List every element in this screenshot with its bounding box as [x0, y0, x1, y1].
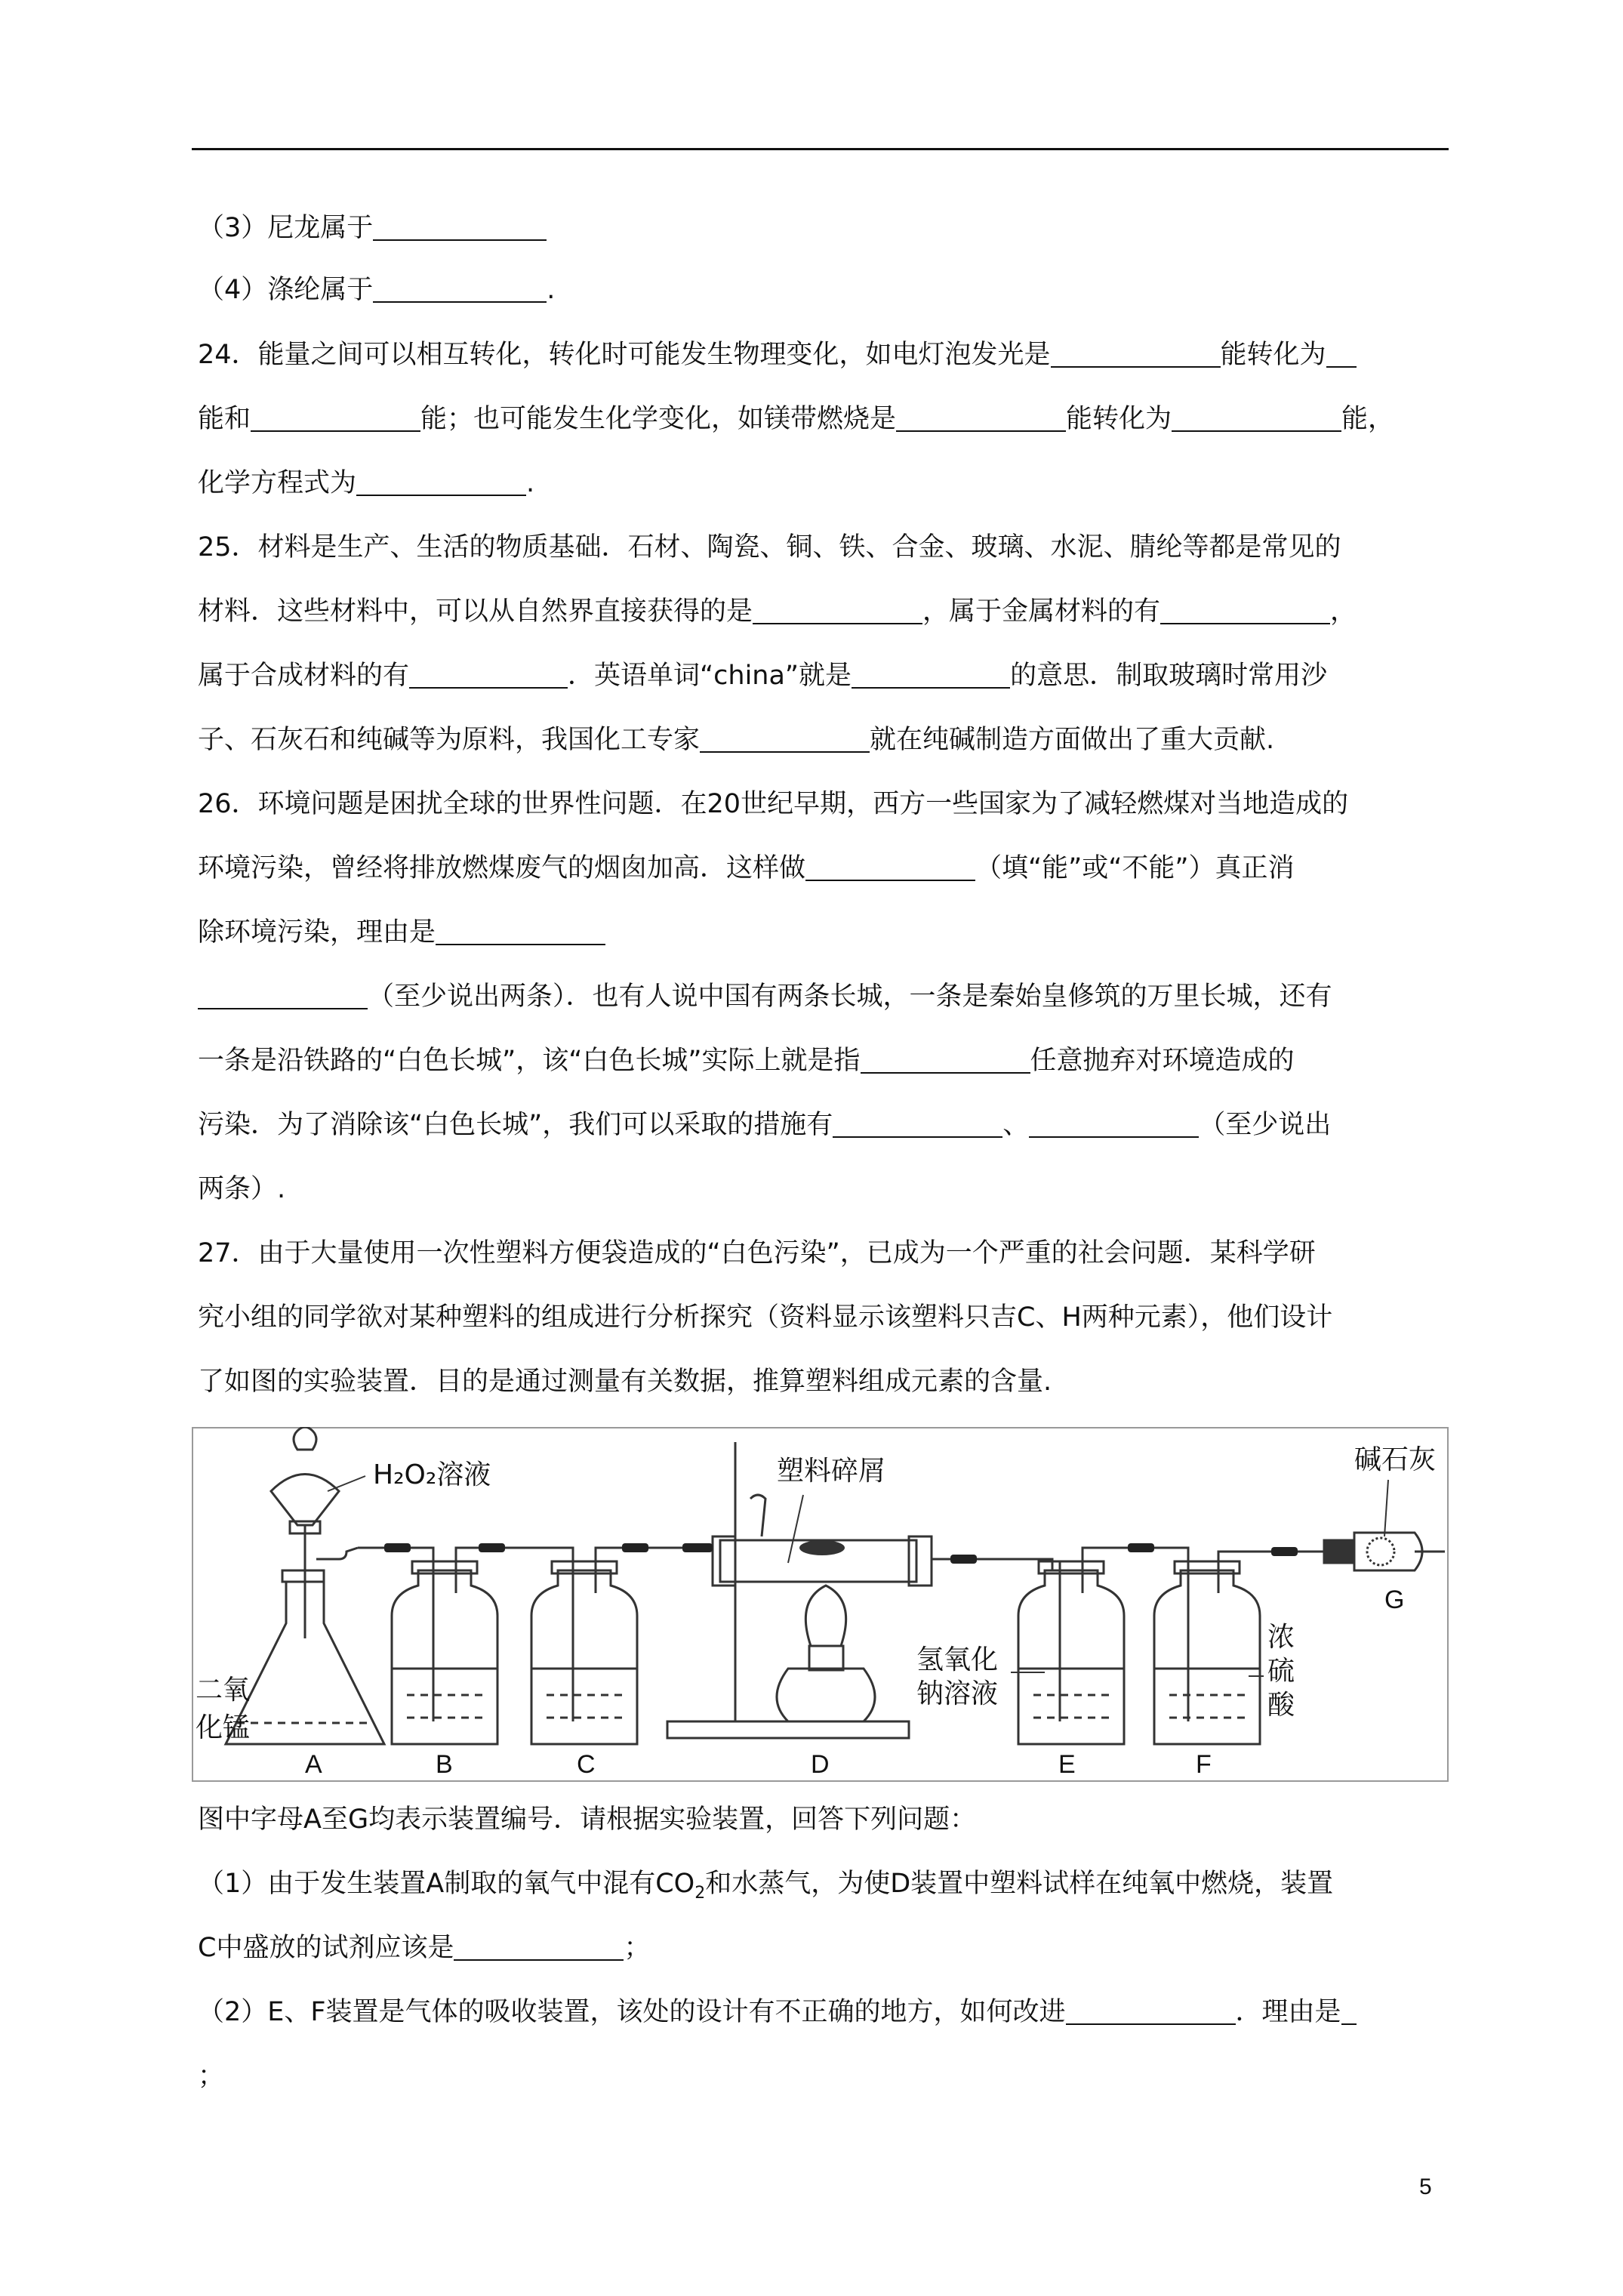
q25-line3: 属于合成材料的有 ．英语单词“china”就是 的意思．制取玻璃时常用沙 — [198, 661, 1328, 691]
h2o2-label: H₂O₂溶液 — [373, 1459, 491, 1490]
answer-blank[interactable] — [753, 597, 922, 624]
label-f: F — [1196, 1750, 1212, 1779]
q27-part2-line2: ； — [198, 2061, 225, 2091]
q25-line4: 子、石灰石和纯碱等为原料，我国化工专家 就在纯碱制造方面做出了重大贡献. — [198, 725, 1275, 755]
label-c: C — [577, 1750, 596, 1779]
answer-blank[interactable] — [356, 469, 526, 496]
naoh-label-2: 钠溶液 — [916, 1678, 999, 1709]
answer-blank[interactable] — [1341, 1998, 1357, 2025]
label-a: A — [305, 1750, 322, 1779]
answer-blank[interactable] — [409, 661, 568, 689]
q24-line3: 化学方程式为 . — [198, 468, 535, 498]
page-number: 5 — [1419, 2174, 1432, 2199]
q26-line6: 污染．为了消除该“白色长城”，我们可以采取的措施有 、 （至少说出 — [198, 1110, 1332, 1140]
q27-line3: 了如图的实验装置．目的是通过测量有关数据，推算塑料组成元素的含量. — [198, 1367, 1052, 1397]
acid-label-3: 酸 — [1267, 1690, 1295, 1721]
answer-blank[interactable] — [852, 661, 1010, 689]
answer-blank[interactable] — [1160, 597, 1330, 624]
q23-item4: （4）涤纶属于 . — [198, 275, 556, 305]
q26-line5: 一条是沿铁路的“白色长城”，该“白色长城”实际上就是指 任意抛弃对环境造成的 — [198, 1046, 1295, 1076]
q24-line1: 24．能量之间可以相互转化，转化时可能发生物理变化，如电灯泡发光是 能转化为 — [198, 340, 1357, 370]
naoh-label-1: 氢氧化 — [916, 1644, 999, 1675]
answer-blank[interactable] — [373, 214, 547, 241]
sodalime-label: 碱石灰 — [1354, 1444, 1437, 1475]
answer-blank[interactable] — [700, 726, 870, 753]
acid-label-2: 硫 — [1267, 1656, 1295, 1687]
answer-blank[interactable] — [198, 982, 368, 1009]
plastic-label: 塑料碎屑 — [777, 1456, 886, 1487]
q27-line2: 究小组的同学欲对某种塑料的组成进行分析探究（资料显示该塑料只吉C、H两种元素），他们设计 — [198, 1302, 1333, 1333]
mno2-label-1: 二氧 — [196, 1675, 251, 1706]
label-b: B — [436, 1750, 453, 1779]
answer-blank[interactable] — [861, 1046, 1030, 1074]
answer-blank[interactable] — [896, 405, 1066, 432]
mno2-label-2: 化锰 — [196, 1712, 251, 1743]
q24-line2: 能和 能；也可能发生化学变化，如镁带燃烧是 能转化为 能， — [198, 404, 1395, 434]
header-rule — [192, 148, 1449, 150]
q27-line1: 27．由于大量使用一次性塑料方便袋造成的“白色污染”，已成为一个严重的社会问题．某科学研 — [198, 1238, 1316, 1268]
q26-line4: （至少说出两条）．也有人说中国有两条长城，一条是秦始皇修筑的万里长城，还有 — [198, 982, 1332, 1012]
label-e: E — [1058, 1750, 1076, 1779]
answer-blank[interactable] — [1029, 1111, 1199, 1138]
q27-line4: 图中字母A至G均表示装置编号．请根据实验装置，回答下列问题： — [198, 1804, 977, 1835]
answer-blank[interactable] — [1326, 341, 1357, 368]
q26-line2: 环境污染，曾经将排放燃煤废气的烟囱加高．这样做 （填“能”或“不能”）真正消 — [198, 853, 1295, 883]
q27-part2-line1: （2）E、F装置是气体的吸收装置，该处的设计有不正确的地方，如何改进 ．理由是 — [198, 1997, 1357, 2027]
answer-blank[interactable] — [1051, 341, 1221, 368]
acid-label-1: 浓 — [1267, 1622, 1295, 1653]
answer-blank[interactable] — [1066, 1998, 1236, 2025]
apparatus-diagram — [192, 1427, 1449, 1782]
answer-blank[interactable] — [833, 1111, 1002, 1138]
answer-blank[interactable] — [454, 1934, 624, 1961]
q27-part1-line1: （1）由于发生装置A制取的氧气中混有$CO_2$和水蒸气，为使D装置中塑料试样在纯氧中燃烧，装置 — [198, 1869, 1334, 1903]
answer-blank[interactable] — [1172, 405, 1341, 432]
answer-blank[interactable] — [373, 276, 547, 303]
q26-line7: 两条）. — [198, 1174, 286, 1204]
q26-line3: 除环境污染，理由是 — [198, 917, 605, 948]
answer-blank[interactable] — [805, 854, 975, 881]
q26-line1: 26．环境问题是困扰全球的世界性问题．在20世纪早期，西方一些国家为了减轻燃煤对当地造成的 — [198, 789, 1349, 819]
answer-blank[interactable] — [251, 405, 420, 432]
label-d: D — [811, 1750, 830, 1779]
answer-blank[interactable] — [436, 918, 605, 945]
q23-item3: （3）尼龙属于 — [198, 213, 547, 243]
q25-line2: 材料．这些材料中，可以从自然界直接获得的是 ，属于金属材料的有 ， — [198, 596, 1357, 627]
label-g: G — [1384, 1586, 1405, 1614]
q25-line1: 25．材料是生产、生活的物质基础．石材、陶瓷、铜、铁、合金、玻璃、水泥、腈纶等都是常见的 — [198, 532, 1341, 562]
q27-part1-line2: C中盛放的试剂应该是 ； — [198, 1933, 651, 1963]
